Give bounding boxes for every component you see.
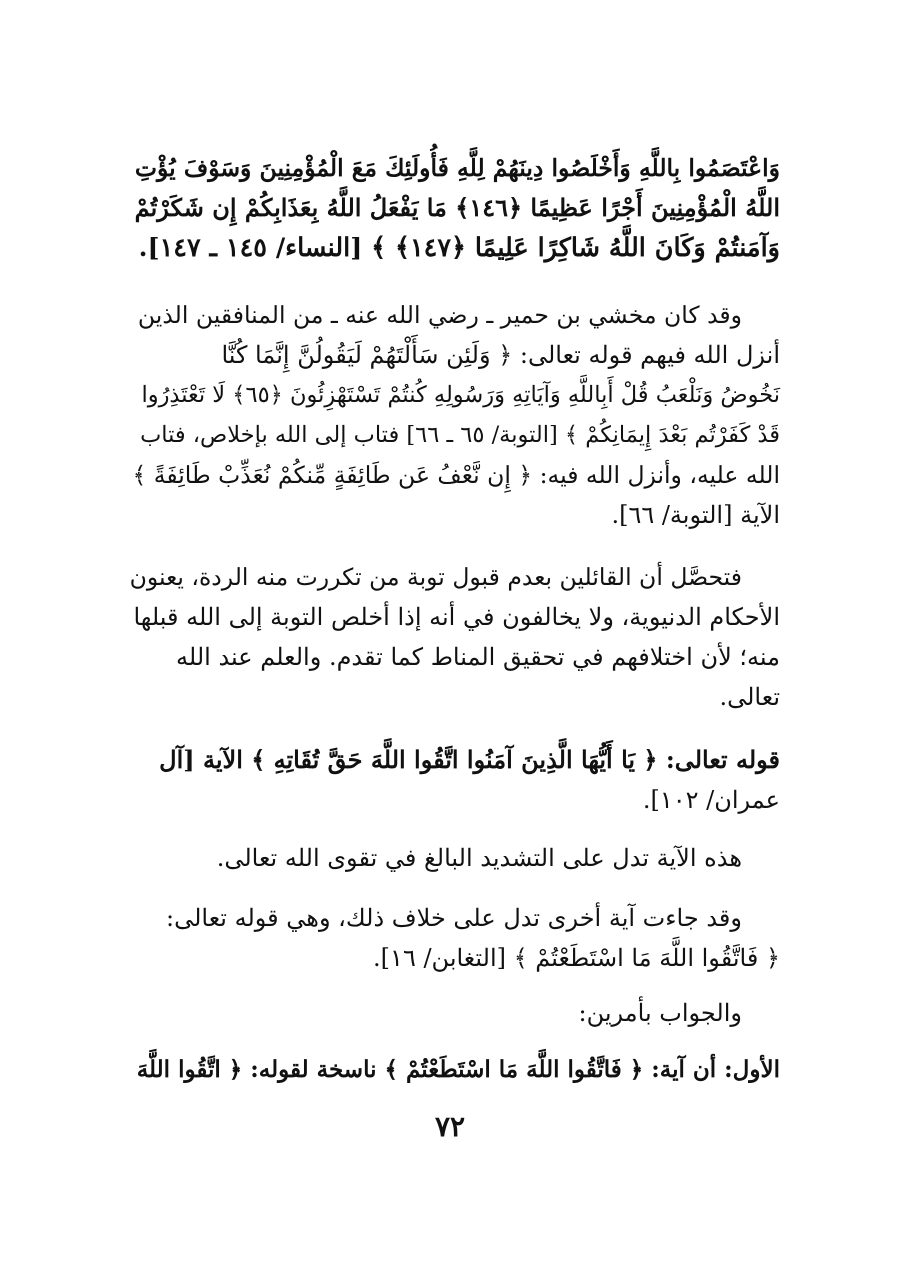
text-line: نَخُوضُ وَنَلْعَبُ قُلْ أَبِاللَّهِ وَآيَاتِهِ وَرَسُولِهِ كُنتُمْ تَسْتَهْزِئُونَ ﴿٦٥﴾ لَا تَعْتَذِرُوا: [141, 382, 780, 408]
paragraph-verse-nisa: [130, 148, 780, 268]
paragraph-first-answer: [130, 1050, 780, 1090]
text-line: وَآمَنتُمْ وَكَانَ اللَّهُ شَاكِرًا عَلِيمًا ﴿١٤٧﴾ ﴾ [النساء/ ١٤٥ ـ ١٤٧].: [138, 233, 780, 263]
paragraph-verse-heading: [130, 740, 780, 820]
text-line: وَاعْتَصَمُوا بِاللَّهِ وَأَخْلَصُوا دِينَهُمْ لِلَّهِ فَأُولَئِكَ مَعَ الْمُؤْمِنِينَ وَسَوْفَ يُؤْتِ: [134, 154, 780, 182]
text-line: قَدْ كَفَرْتُم بَعْدَ إِيمَانِكُمْ ﴾ [التوبة/ ٦٥ ـ ٦٦] فتاب إلى الله بإخلاص، فتاب: [140, 422, 780, 448]
text-line: الله عليه، وأنزل الله فيه: ﴿ إِن نَّعْفُ عَن طَائِفَةٍ مِّنكُمْ نُعَذِّبْ طَائِفَةً ﴾: [132, 461, 780, 489]
text-line: الأحكام الدنيوية، ولا يخالفون في أنه إذا أخلص التوبة إلى الله قبلها: [133, 603, 780, 631]
text-line: عمران/ ١٠٢].: [642, 786, 780, 814]
paragraph-mukhshi: [130, 295, 780, 535]
text-line: الآية [التوبة/ ٦٦].: [611, 501, 780, 529]
text-line: وقد كان مخشي بن حمير ـ رضي الله عنه ـ من المنافقين الذين: [137, 301, 742, 329]
text-line: اللَّهُ الْمُؤْمِنِينَ أَجْرًا عَظِيمًا ﴿١٤٦﴾ مَا يَفْعَلُ اللَّهُ بِعَذَابِكُمْ إِن شَكَرْتُمْ: [134, 193, 780, 222]
paragraph-conclusion: [130, 557, 780, 717]
text-line: تعالى.: [719, 683, 780, 711]
page-number: ٧٢: [434, 1110, 466, 1143]
paragraph-emphasis: [130, 838, 780, 878]
paragraph-answer-intro: [130, 993, 780, 1033]
paragraph-other-verse: [130, 898, 780, 978]
text-line: هذه الآية تدل على التشديد البالغ في تقوى الله تعالى.: [216, 844, 742, 872]
section-heading-line: قوله تعالى: ﴿ يَا أَيُّهَا الَّذِينَ آمَنُوا اتَّقُوا اللَّهَ حَقَّ تُقَاتِهِ ﴾ الآية [آل: [159, 745, 780, 774]
text-line: منه؛ لأن اختلافهم في تحقيق المناط كما تقدم. والعلم عند الله: [176, 643, 780, 671]
text-line: أنزل الله فيهم قوله تعالى: ﴿ وَلَئِن سَأَلْتَهُمْ لَيَقُولُنَّ إِنَّمَا كُنَّا: [221, 341, 780, 369]
text-line: والجواب بأمرين:: [578, 999, 742, 1027]
text-line: فتحصَّل أن القائلين بعدم قبول توبة من تكررت منه الردة، يعنون: [129, 563, 742, 591]
text-line: الأول: أن آية: ﴿ فَاتَّقُوا اللَّهَ مَا اسْتَطَعْتُمْ ﴾ ناسخة لقوله: ﴿ اتَّقُوا اللَّهَ: [136, 1056, 780, 1083]
text-line: وقد جاءت آية أخرى تدل على خلاف ذلك، وهي قوله تعالى:: [166, 904, 742, 932]
text-line: ﴿ فَاتَّقُوا اللَّهَ مَا اسْتَطَعْتُمْ ﴾ [التغابن/ ١٦].: [373, 944, 780, 972]
